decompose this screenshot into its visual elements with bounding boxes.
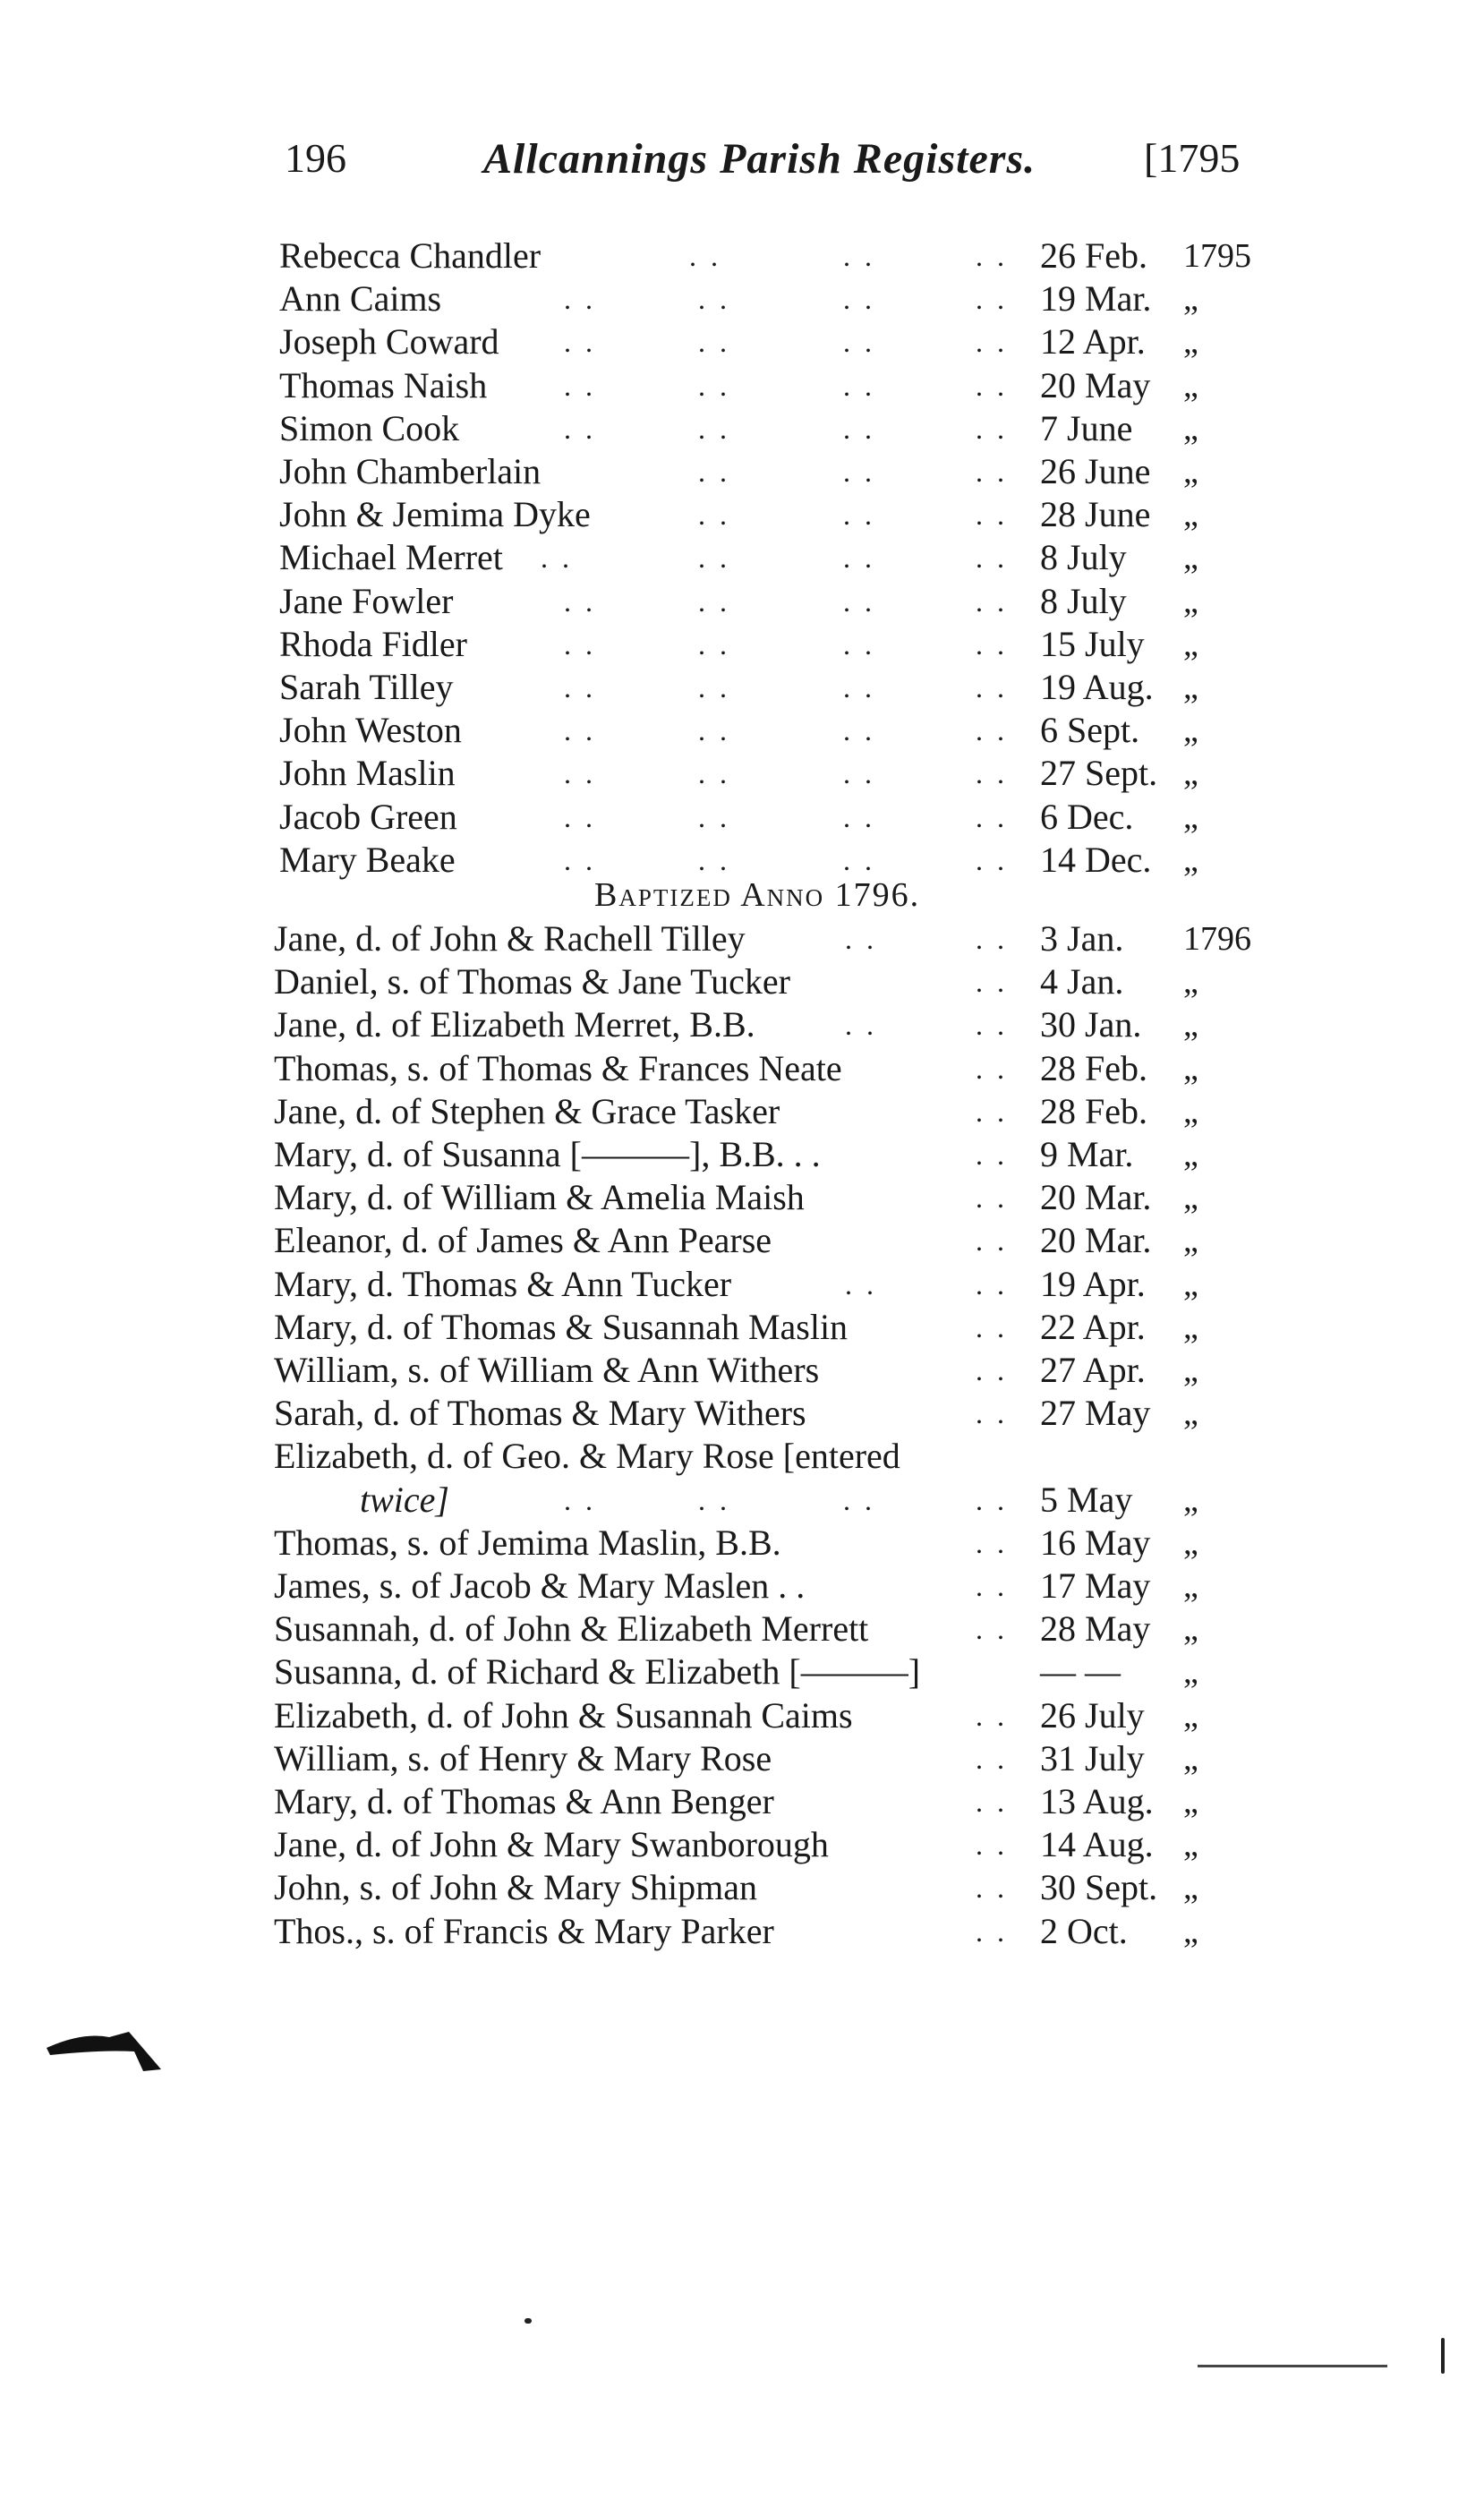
register-entry [0,1047,1484,1090]
register-entry [0,1392,1484,1435]
entry-date: 27 May [1040,1393,1151,1434]
entry-name: Ann Caims [279,278,442,320]
leader-dots: . . [564,714,596,747]
entry-name: William, s. of Henry & Mary Rose [274,1737,772,1778]
leader-dots: . . [698,714,730,747]
register-entry [0,1608,1484,1650]
register-entry [0,277,1484,320]
register-entry [0,580,1484,623]
entry-name: Michael Merret [279,537,503,578]
entry-name: Sarah Tilley [279,667,454,707]
entry-date: 26 Feb. [1040,235,1147,276]
leader-dots: . . [976,757,1008,790]
entry-year: „ [1183,539,1198,577]
register-entry [0,1306,1484,1349]
leader-dots: . . [976,369,1008,402]
register-entry [0,1866,1484,1909]
leader-dots: . . [976,1139,1008,1171]
entry-name: John Maslin [279,753,456,794]
entry-year: „ [1183,963,1198,1002]
entry-year: 1795 [1183,237,1251,275]
leader-dots: . . [843,714,875,747]
leader-dots: . . [698,456,730,488]
entry-date: 30 Jan. [1040,1004,1142,1045]
leader-dots: . . [845,1267,877,1301]
register-entry [0,320,1484,363]
entry-year: „ [1183,1308,1198,1346]
entry-name: Jane Fowler [279,580,454,621]
leader-dots: . . [698,542,730,575]
ink-rule [1198,2365,1387,2367]
leader-dots: . . [698,584,730,618]
register-entry [0,1479,1484,1522]
register-entry [0,1522,1484,1565]
entry-date: 17 May [1040,1565,1151,1606]
leader-dots: . . [698,627,730,661]
entry-name: Jane, d. of John & Rachell Tilley [274,918,746,959]
leader-dots: . . [564,627,596,661]
ink-tick [1441,2338,1445,2374]
running-title: Allcannings Parish Registers. [483,135,1036,183]
leader-dots: . . [976,1397,1008,1430]
leader-dots: . . [843,369,875,402]
register-entry [0,917,1484,960]
entry-name: John, s. of John & Mary Shipman [274,1867,757,1908]
entry-year: „ [1183,1912,1198,1950]
leader-dots: . . [843,757,875,790]
leader-dots: . . [976,542,1008,575]
leader-dots: . . [843,412,875,445]
leader-dots: . . [541,542,573,575]
entry-year: „ [1183,1523,1198,1562]
entry-date: 19 Mar. [1040,278,1152,320]
leader-dots: . . [843,456,875,488]
entry-year: „ [1183,755,1198,793]
register-entry [0,623,1484,666]
register-entry [0,1003,1484,1046]
entry-year: „ [1183,1092,1198,1130]
leader-dots: . . [698,369,730,402]
leader-dots: . . [698,843,730,876]
register-entry [0,666,1484,709]
leader-dots: . . [689,240,721,272]
entry-date: 20 Mar. [1040,1220,1152,1261]
leader-dots: . . [698,671,730,704]
entry-name: John & Jemima Dyke [279,494,591,535]
leader-dots: . . [843,1483,875,1516]
register-entry [0,1435,1484,1478]
leader-dots: . . [976,1224,1008,1258]
leader-dots: . . [976,843,1008,876]
leader-dots: . . [564,283,596,316]
entry-date: 13 Aug. [1040,1781,1154,1821]
leader-dots: . . [843,843,875,876]
leader-dots: . . [564,671,596,704]
entry-name: John Chamberlain [279,451,542,491]
entry-year: „ [1183,1739,1198,1778]
entry-name: Mary, d. of Thomas & Susannah Maslin [274,1306,849,1347]
entry-name: Sarah, d. of Thomas & Mary Withers [274,1393,806,1434]
register-entry [0,364,1484,407]
leader-dots: . . [698,1483,730,1516]
entry-name: Susanna, d. of Richard & Elizabeth [———] [274,1651,921,1693]
entry-year: „ [1183,1136,1198,1173]
leader-dots: . . [843,584,875,618]
entry-name: Joseph Coward [279,321,499,362]
register-entry [0,1219,1484,1262]
entry-date: 28 May [1040,1608,1151,1650]
running-year: [1795 [1144,135,1241,181]
leader-dots: . . [976,499,1008,532]
entry-name: Jane, d. of Elizabeth Merret, B.B. [274,1004,755,1045]
register-entry [0,493,1484,536]
leader-dots: . . [976,1829,1008,1862]
entry-name: Rebecca Chandler [279,235,542,276]
entry-date: 28 Feb. [1040,1047,1147,1088]
entry-date: 15 July [1040,623,1145,664]
entry-year: „ [1183,280,1198,319]
leader-dots: . . [976,1786,1008,1818]
leader-dots: . . [564,412,596,445]
entry-name: twice] [360,1479,449,1520]
register-entry [0,536,1484,579]
entry-year: „ [1183,625,1198,663]
leader-dots: . . [564,800,596,833]
entry-date: 8 July [1040,580,1127,621]
entry-name: Thomas Naish [279,364,488,405]
leader-dots: . . [976,1095,1008,1128]
entry-name: Susannah, d. of John & Elizabeth Merrett [274,1608,869,1650]
entry-date: 19 Aug. [1040,667,1154,707]
leader-dots: . . [976,966,1008,999]
leader-dots: . . [843,800,875,833]
entry-year: „ [1183,1783,1198,1821]
entry-year: „ [1183,1006,1198,1045]
leader-dots: . . [843,671,875,704]
leader-dots: . . [976,1742,1008,1775]
entry-date: 4 Jan. [1040,961,1124,1002]
leader-dots: . . [698,412,730,445]
leader-dots: . . [843,542,875,575]
entry-year: „ [1183,1394,1198,1433]
entry-year: „ [1183,1265,1198,1303]
leader-dots: . . [976,800,1008,833]
entry-year: „ [1183,1222,1198,1260]
entry-date: 20 Mar. [1040,1177,1152,1218]
leader-dots: . . [564,843,596,876]
entry-date: 2 Oct. [1040,1910,1128,1951]
running-header [0,134,1484,206]
entry-year: „ [1183,1826,1198,1864]
leader-dots: . . [698,326,730,359]
entry-name: Mary Beake [279,839,456,880]
entry-name: William, s. of William & Ann Withers [274,1350,820,1390]
entry-date: 20 May [1040,364,1151,405]
entry-date: 19 Apr. [1040,1263,1146,1304]
leader-dots: . . [843,627,875,661]
register-entry [0,1694,1484,1737]
entry-name: Thos., s. of Francis & Mary Parker [274,1910,774,1951]
entry-date: 31 July [1040,1737,1145,1778]
entry-year: „ [1183,1653,1198,1692]
entry-name: Eleanor, d. of James & Ann Pearse [274,1220,772,1261]
entry-name: Rhoda Fidler [279,623,467,664]
section-heading: Baptized Anno 1796. [594,876,921,914]
entry-date: 6 Dec. [1040,796,1134,837]
entry-year: „ [1183,1179,1198,1217]
entry-name: Thomas, s. of Thomas & Frances Neate [274,1047,842,1088]
leader-dots: . . [976,1354,1008,1386]
leader-dots: . . [845,923,877,955]
leader-dots: . . [698,499,730,532]
leader-dots: . . [976,1267,1008,1301]
entry-year: „ [1183,1610,1198,1649]
leader-dots: . . [976,1915,1008,1948]
leader-dots: . . [976,1310,1008,1343]
leader-dots: . . [976,1052,1008,1085]
entry-name: Mary, d. Thomas & Ann Tucker [274,1263,732,1304]
leader-dots: . . [976,1181,1008,1215]
entry-name: James, s. of Jacob & Mary Maslen . . [274,1565,806,1606]
leader-dots: . . [564,584,596,618]
register-entry [0,450,1484,493]
entry-date: 14 Dec. [1040,839,1152,880]
leader-dots: . . [976,240,1008,272]
leader-dots: . . [976,283,1008,316]
entry-year: „ [1183,1869,1198,1907]
register-entry [0,709,1484,752]
entry-date: 26 June [1040,451,1151,491]
register-entry [0,1176,1484,1219]
leader-dots: . . [976,1872,1008,1905]
leader-dots: . . [976,1570,1008,1602]
entry-date: 8 July [1040,537,1127,578]
register-entry [0,1910,1484,1953]
entry-date: — — [1040,1651,1121,1693]
leader-dots: . . [843,499,875,532]
leader-dots: . . [976,326,1008,359]
register-entry [0,1650,1484,1693]
leader-dots: . . [564,757,596,790]
entry-date: 14 Aug. [1040,1824,1154,1865]
leader-dots: . . [564,369,596,402]
page-number: 196 [285,135,346,181]
register-entry [0,407,1484,450]
leader-dots: . . [698,800,730,833]
leader-dots: . . [698,283,730,316]
entry-year: „ [1183,1480,1198,1519]
leader-dots: . . [976,412,1008,445]
register-entry [0,1133,1484,1176]
entry-date: 3 Jan. [1040,918,1124,959]
leader-dots: . . [843,283,875,316]
entry-year: „ [1183,1352,1198,1389]
entry-date: 27 Apr. [1040,1350,1146,1390]
leader-dots: . . [843,240,875,272]
entry-name: Elizabeth, d. of John & Susannah Caims [274,1694,853,1736]
leader-dots: . . [976,671,1008,704]
entry-name: Jane, d. of Stephen & Grace Tasker [274,1090,780,1131]
register-entry [0,1349,1484,1392]
entry-date: 28 June [1040,494,1151,535]
leader-dots: . . [976,1699,1008,1732]
register-entry [0,1565,1484,1608]
entry-year: „ [1183,366,1198,405]
entry-name: Jacob Green [279,796,457,837]
leader-dots: . . [564,326,596,359]
entry-name: Jane, d. of John & Mary Swanborough [274,1824,829,1865]
leader-dots: . . [976,714,1008,747]
leader-dots: . . [976,584,1008,618]
register-entry [0,1823,1484,1866]
leader-dots: . . [843,326,875,359]
leader-dots: . . [698,757,730,790]
entry-name: John Weston [279,710,462,751]
register-entry [0,1780,1484,1823]
entry-year: „ [1183,323,1198,362]
register-entry [0,235,1484,277]
register-entry [0,1737,1484,1780]
entry-date: 6 Sept. [1040,710,1140,751]
leader-dots: . . [976,1483,1008,1516]
entry-date: 16 May [1040,1522,1151,1563]
leader-dots: . . [845,1009,877,1042]
entry-name: Simon Cook [279,407,460,448]
entry-year: „ [1183,840,1198,879]
entry-year: „ [1183,496,1198,534]
register-entry [0,1263,1484,1306]
entry-year: „ [1183,582,1198,620]
arrow-mark-icon [47,2025,163,2075]
entry-name: Mary, d. of William & Amelia Maish [274,1177,805,1218]
entry-date: 30 Sept. [1040,1867,1158,1908]
entry-year: „ [1183,1696,1198,1735]
entry-date: 12 Apr. [1040,321,1146,362]
leader-dots: . . [564,1483,596,1516]
entry-year: „ [1183,409,1198,448]
entry-name: Elizabeth, d. of Geo. & Mary Rose [entered [274,1436,900,1477]
entry-date: 27 Sept. [1040,753,1158,794]
entry-name: Thomas, s. of Jemima Maslin, B.B. [274,1522,781,1563]
entry-year: „ [1183,712,1198,750]
register-entry [0,960,1484,1003]
leader-dots: . . [976,1613,1008,1646]
entry-year: „ [1183,453,1198,490]
leader-dots: . . [976,456,1008,488]
leader-dots: . . [976,923,1008,955]
leader-dots: . . [976,1009,1008,1042]
entry-name: Mary, d. of Thomas & Ann Benger [274,1781,774,1821]
register-entry [0,796,1484,839]
entry-date: 5 May [1040,1479,1133,1520]
entry-year: „ [1183,1567,1198,1605]
entry-year: „ [1183,1049,1198,1087]
entry-name: Daniel, s. of Thomas & Jane Tucker [274,961,790,1002]
entry-year: 1796 [1183,920,1251,958]
entry-date: 28 Feb. [1040,1090,1147,1131]
entry-date: 7 June [1040,407,1133,448]
entry-date: 22 Apr. [1040,1306,1146,1347]
register-entry [0,1090,1484,1133]
entry-year: „ [1183,797,1198,836]
register-entry [0,752,1484,795]
entry-name: Mary, d. of Susanna [———], B.B. . . [274,1134,821,1174]
leader-dots: . . [976,1526,1008,1559]
leader-dots: . . [976,627,1008,661]
entry-date: 26 July [1040,1694,1145,1736]
entry-year: „ [1183,669,1198,706]
entry-date: 9 Mar. [1040,1134,1134,1174]
ink-dot [525,2318,532,2324]
